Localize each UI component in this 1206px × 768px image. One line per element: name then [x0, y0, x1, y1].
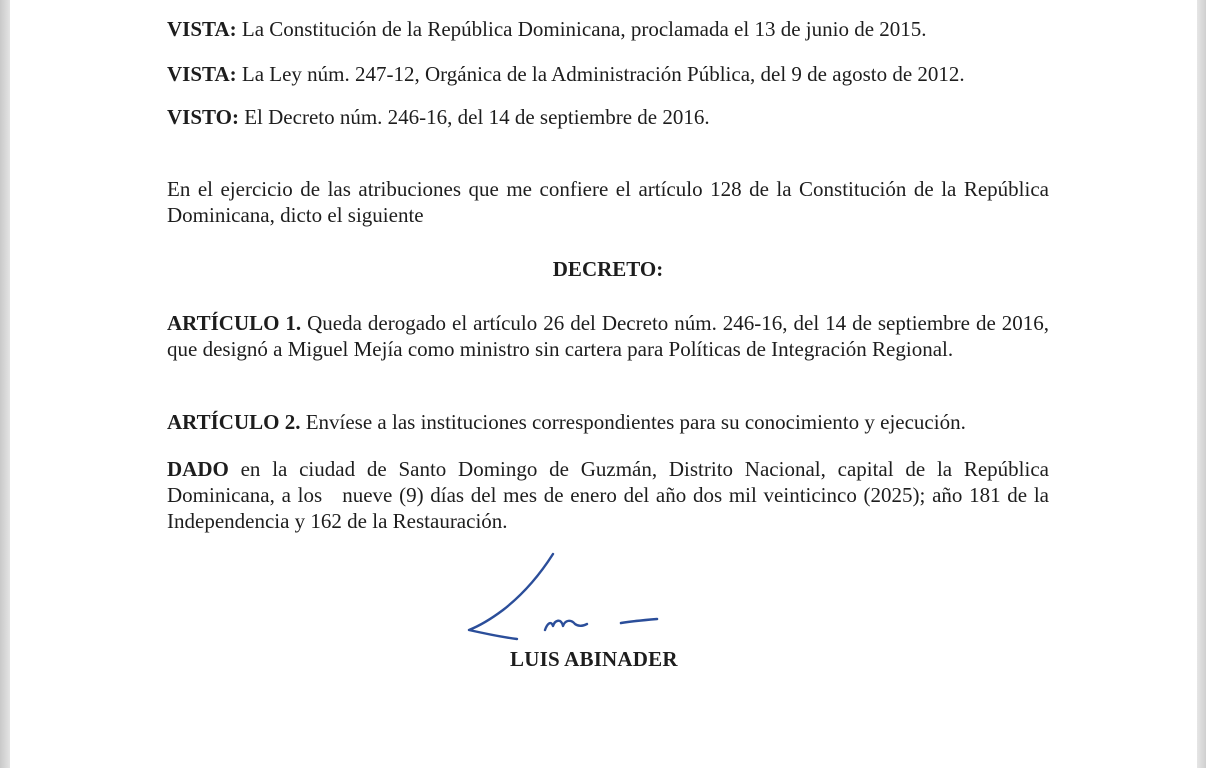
- dado-paragraph: [167, 456, 1055, 534]
- articulo-2: [167, 409, 1049, 435]
- vista-label: VISTA:: [167, 62, 237, 86]
- vista-text: La Ley núm. 247-12, Orgánica de la Administración Pública, del 9 de agosto de 2012.: [236, 62, 965, 86]
- document-page: [10, 0, 1197, 768]
- articulo-2-text: Envíese a las instituciones correspondientes para su conocimiento y ejecución.: [300, 410, 966, 434]
- vista-text: La Constitución de la República Dominicana, proclamada el 13 de junio de 2015.: [236, 17, 927, 41]
- articulo-1: [167, 310, 1049, 362]
- visto-decreto: [167, 104, 1049, 130]
- articulo-1-label: ARTÍCULO 1.: [167, 311, 302, 335]
- decree-heading: DECRETO:: [552, 257, 664, 281]
- page-right-edge: [1197, 0, 1206, 768]
- visto-text: El Decreto núm. 246-16, del 14 de septiembre de 2016.: [238, 105, 710, 129]
- visto-label: VISTO:: [167, 105, 239, 129]
- articulo-2-label: ARTÍCULO 2.: [167, 410, 301, 434]
- dado-label: DADO: [167, 457, 229, 481]
- signer-name: LUIS ABINADER: [510, 647, 678, 671]
- page-left-edge: [0, 0, 10, 768]
- dado-text: en la ciudad de Santo Domingo de Guzmán, Distrito Nacional, capital de la República Dominicana, a los nueve (9) días del mes de enero del año dos mil veinticinco (2025); año 181 de la Independencia y 162 de la Restauración.: [167, 457, 1055, 533]
- exercise-paragraph: En el ejercicio de las atribuciones que me confiere el artículo 128 de la Constitución de la República Dominicana, dicto el siguiente: [167, 177, 1049, 227]
- vista-constitucion: [167, 16, 1049, 42]
- handwritten-signature: [465, 548, 675, 648]
- articulo-1-text: Queda derogado el artículo 26 del Decreto núm. 246-16, del 14 de septiembre de 2016, que designó a Miguel Mejía como ministro sin cartera para Políticas de Integración Regional.: [167, 311, 1049, 361]
- vista-label: VISTA:: [167, 17, 237, 41]
- vista-ley: [167, 61, 1049, 87]
